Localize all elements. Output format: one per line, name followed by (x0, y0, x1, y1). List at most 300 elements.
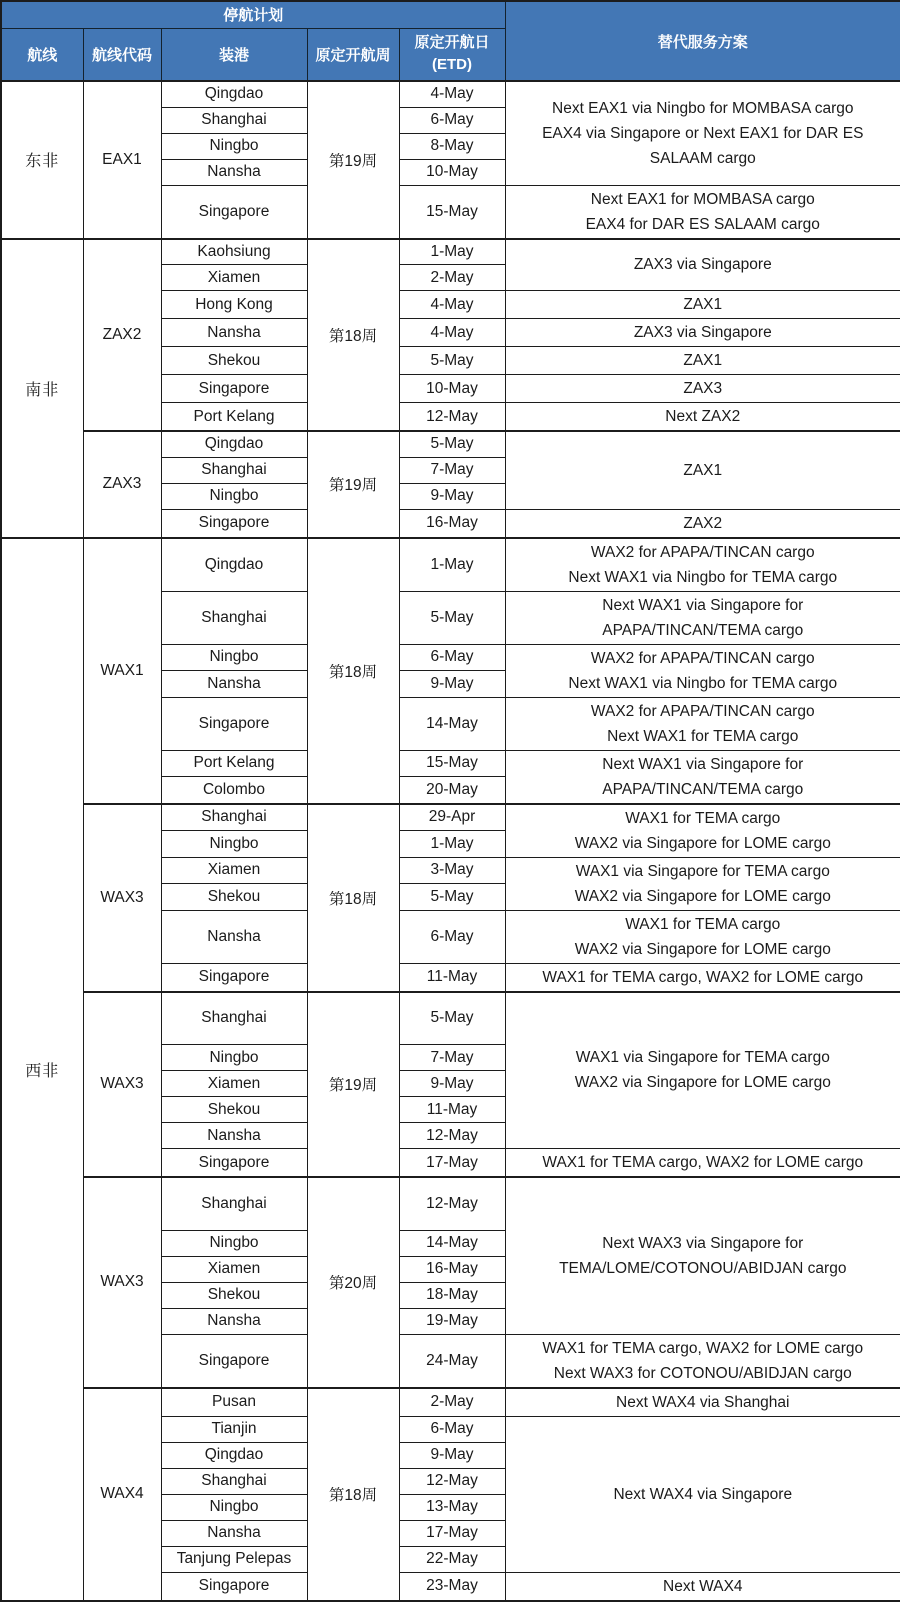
loading-port-cell (161, 884, 307, 911)
alternative-service-cell (505, 291, 900, 319)
loading-port-cell-line: Kaohsiung (197, 242, 271, 260)
sailing-week-cell-line: 第20周 (328, 1275, 378, 1293)
etd-date-cell (399, 375, 505, 403)
etd-date-cell-line: 9-May (430, 487, 474, 504)
loading-port-cell-line: Nansha (207, 323, 261, 341)
etd-date-cell-line: 8-May (430, 137, 474, 154)
etd-date-cell-line: 29-Apr (428, 808, 476, 826)
alternative-service-cell-line: APAPA/TINCAN/TEMA cargo (602, 780, 804, 798)
sailing-week-cell-line: 第18周 (328, 327, 378, 345)
loading-port-cell-line: Singapore (198, 714, 270, 732)
etd-date-cell (399, 777, 505, 804)
etd-date-cell (399, 265, 505, 291)
etd-date-cell-line: 6-May (430, 1420, 474, 1437)
etd-date-cell-line: 12-May (426, 1194, 478, 1212)
loading-port-cell-line: Port Kelang (193, 754, 275, 772)
loading-port-cell (161, 319, 307, 347)
etd-date-cell-line: 17-May (426, 1524, 478, 1541)
loading-port-cell (161, 1416, 307, 1442)
etd-date-cell-line: 9-May (430, 674, 474, 692)
etd-date-cell (399, 1494, 505, 1520)
sailing-week-cell (307, 239, 399, 432)
alternative-service-cell-line: WAX2 for APAPA/TINCAN cargo (590, 649, 815, 667)
etd-date-cell (399, 1334, 505, 1388)
loading-port-cell-line: Tanjung Pelepas (176, 1550, 292, 1567)
etd-date-cell (399, 457, 505, 483)
sailing-week-cell (307, 538, 399, 804)
alternative-service-cell (505, 509, 900, 538)
alternative-service-cell-line: ZAX1 (683, 352, 723, 369)
alternative-service-cell-line: WAX2 for APAPA/TINCAN cargo (590, 702, 815, 720)
header-alt-service-title: 替代服务方案 (505, 1, 900, 81)
table-row (1, 992, 900, 1045)
sailing-week-cell (307, 804, 399, 992)
route-code-cell (83, 1388, 161, 1601)
etd-date-cell-line: 6-May (430, 927, 474, 945)
header-original-etd (399, 28, 505, 81)
loading-port-cell-line: Shekou (207, 1100, 261, 1118)
alternative-service-cell-line: Next WAX1 via Ningbo for TEMA cargo (568, 674, 838, 692)
etd-date-cell-line: 20-May (426, 780, 478, 798)
loading-port-cell-line: Shekou (207, 351, 261, 369)
loading-port-cell-line: Shanghai (201, 1472, 267, 1489)
etd-date-cell-line: 6-May (430, 111, 474, 128)
route-code-cell (83, 81, 161, 239)
etd-date-cell (399, 1045, 505, 1071)
loading-port-cell-line: Shekou (207, 887, 261, 905)
loading-port-cell-line: Ningbo (209, 137, 259, 154)
loading-port-cell-line: Nansha (207, 674, 261, 692)
loading-port-cell-line: Ningbo (209, 1498, 259, 1515)
etd-date-cell (399, 1230, 505, 1256)
alternative-service-cell-line: Next EAX1 via Ningbo for MOMBASA cargo (552, 99, 854, 117)
alternative-service-cell (505, 750, 900, 804)
alternative-service-cell-line: TEMA/LOME/COTONOU/ABIDJAN cargo (559, 1259, 847, 1277)
alternative-service-cell-line: Next EAX1 for MOMBASA cargo (590, 190, 815, 208)
route-code-cell (83, 239, 161, 432)
alternative-service-cell (505, 81, 900, 185)
alternative-service-cell-line: WAX1 via Singapore for TEMA cargo (575, 1049, 830, 1067)
loading-port-cell (161, 1177, 307, 1230)
loading-port-cell-line: Hong Kong (195, 295, 273, 313)
alternative-service-cell-line: WAX1 for TEMA cargo, WAX2 for LOME cargo (542, 1154, 864, 1171)
loading-port-cell-line: Singapore (198, 379, 270, 397)
etd-date-cell (399, 81, 505, 107)
route-code-cell-line: EAX1 (102, 150, 142, 168)
etd-date-cell-line: 1-May (430, 834, 474, 852)
loading-port-cell-line: Xiamen (207, 1260, 261, 1277)
etd-date-cell-line: 1-May (430, 242, 474, 260)
etd-date-cell-line: 14-May (426, 714, 478, 732)
header-plan-title: 停航计划 (1, 1, 505, 28)
etd-date-cell (399, 319, 505, 347)
loading-port-cell (161, 777, 307, 804)
loading-port-cell-line: Qingdao (204, 555, 264, 573)
etd-date-cell (399, 239, 505, 265)
etd-date-cell-line: 24-May (426, 1351, 478, 1369)
loading-port-cell (161, 671, 307, 698)
etd-date-cell-line: 4-May (430, 295, 474, 313)
sailing-week-cell-line: 第18周 (328, 663, 378, 681)
etd-date-cell-line: 9-May (430, 1446, 474, 1463)
loading-port-cell (161, 591, 307, 644)
etd-date-cell (399, 291, 505, 319)
etd-date-cell (399, 347, 505, 375)
loading-port-cell-line: Ningbo (209, 834, 259, 852)
loading-port-cell-line: Shanghai (201, 608, 267, 626)
etd-date-cell (399, 804, 505, 831)
loading-port-cell (161, 1468, 307, 1494)
loading-port-cell (161, 1123, 307, 1149)
etd-date-cell (399, 963, 505, 992)
etd-date-cell-line: 7-May (430, 1048, 474, 1066)
etd-date-cell (399, 509, 505, 538)
alternative-service-cell-line: WAX2 for APAPA/TINCAN cargo (590, 543, 815, 561)
etd-date-cell (399, 431, 505, 457)
etd-date-cell-line: 7-May (430, 461, 474, 478)
route-code-cell-line: WAX3 (100, 1273, 144, 1291)
alternative-service-cell (505, 910, 900, 963)
region-cell-line: 西非 (25, 1062, 60, 1080)
loading-port-cell (161, 159, 307, 185)
alternative-service-cell (505, 1149, 900, 1178)
loading-port-cell (161, 1097, 307, 1123)
loading-port-cell (161, 1388, 307, 1417)
sailing-week-cell (307, 431, 399, 538)
alternative-service-cell (505, 1572, 900, 1601)
route-code-cell (83, 992, 161, 1178)
etd-date-cell (399, 1572, 505, 1601)
etd-date-cell-line: 15-May (426, 754, 478, 772)
etd-date-cell (399, 1177, 505, 1230)
etd-date-cell (399, 1388, 505, 1417)
alternative-service-cell (505, 857, 900, 910)
alternative-service-cell-line: APAPA/TINCAN/TEMA cargo (602, 621, 804, 639)
loading-port-cell-line: Port Kelang (193, 407, 275, 425)
etd-date-cell (399, 910, 505, 963)
table-row (1, 1177, 900, 1230)
region-cell-line: 东非 (25, 153, 60, 171)
loading-port-cell-line: Shekou (207, 1286, 261, 1303)
sailing-week-cell (307, 81, 399, 239)
alternative-service-cell-line: WAX2 via Singapore for LOME cargo (574, 834, 831, 852)
loading-port-cell-line: Xiamen (207, 861, 261, 879)
loading-port-cell (161, 1572, 307, 1601)
etd-date-cell (399, 1123, 505, 1149)
loading-port-cell (161, 375, 307, 403)
alternative-service-cell-line: Next WAX4 via Singapore (613, 1485, 793, 1503)
table-row (1, 538, 900, 592)
etd-date-cell-line: 2-May (430, 1393, 474, 1410)
etd-date-cell (399, 1416, 505, 1442)
alternative-service-cell-line: ZAX2 (683, 514, 723, 532)
etd-date-cell-line: 1-May (430, 555, 474, 573)
loading-port-cell (161, 963, 307, 992)
loading-port-cell (161, 538, 307, 592)
loading-port-cell-line: Qingdao (204, 85, 264, 103)
alternative-service-cell-line: ZAX3 (683, 380, 723, 397)
loading-port-cell-line: Xiamen (207, 1074, 261, 1092)
sailing-week-cell-line: 第19周 (328, 1077, 378, 1095)
alternative-service-cell (505, 1334, 900, 1388)
alternative-service-cell-line: EAX4 for DAR ES SALAAM cargo (585, 215, 820, 233)
loading-port-cell (161, 1546, 307, 1572)
route-code-cell-line: ZAX2 (102, 325, 142, 343)
sailing-week-cell (307, 1388, 399, 1601)
route-code-cell (83, 431, 161, 538)
alternative-service-cell (505, 804, 900, 858)
etd-date-cell (399, 538, 505, 592)
loading-port-cell (161, 830, 307, 857)
loading-port-cell-line: Qingdao (204, 435, 264, 453)
route-code-cell-line: WAX1 (100, 661, 144, 679)
alternative-service-cell-line: WAX1 for TEMA cargo (625, 809, 781, 827)
etd-date-cell (399, 830, 505, 857)
table-row (1, 239, 900, 265)
etd-date-cell-line: 22-May (426, 1550, 478, 1567)
alternative-service-cell (505, 992, 900, 1149)
header-original-week: 原定开航周 (307, 28, 399, 81)
etd-date-cell-line: 18-May (426, 1286, 478, 1303)
etd-date-cell (399, 403, 505, 432)
etd-date-cell-line: 14-May (426, 1234, 478, 1251)
loading-port-cell (161, 804, 307, 831)
etd-date-cell-line: 15-May (426, 202, 478, 220)
etd-date-cell (399, 884, 505, 911)
alternative-service-cell-line: WAX1 via Singapore for TEMA cargo (575, 862, 830, 880)
alternative-service-cell-line: WAX1 for TEMA cargo, WAX2 for LOME cargo (542, 1339, 864, 1357)
loading-port-cell-line: Nansha (207, 163, 261, 180)
loading-port-cell (161, 81, 307, 107)
region-cell (1, 239, 83, 538)
etd-date-cell (399, 992, 505, 1045)
loading-port-cell-line: Shanghai (201, 1009, 267, 1027)
alternative-service-cell (505, 185, 900, 239)
etd-date-cell-line: 19-May (426, 1312, 478, 1329)
loading-port-cell-line: Singapore (198, 202, 270, 220)
region-cell (1, 81, 83, 239)
alternative-service-cell-line: WAX2 via Singapore for LOME cargo (574, 887, 831, 905)
etd-date-cell (399, 857, 505, 884)
etd-date-cell-line: 17-May (426, 1153, 478, 1171)
alternative-service-cell-line: Next WAX4 via Shanghai (616, 1393, 790, 1411)
loading-port-cell-line: Shanghai (201, 1194, 267, 1212)
alternative-service-cell-line: WAX1 for TEMA cargo (625, 915, 781, 933)
loading-port-cell-line: Nansha (207, 1524, 261, 1541)
loading-port-cell (161, 1071, 307, 1097)
loading-port-cell-line: Pusan (212, 1393, 256, 1410)
etd-date-cell-line: 5-May (430, 887, 474, 905)
etd-date-cell-line: 11-May (426, 1100, 478, 1118)
etd-date-cell (399, 591, 505, 644)
loading-port-cell (161, 1308, 307, 1334)
loading-port-cell (161, 1520, 307, 1546)
loading-port-cell (161, 857, 307, 884)
alternative-service-cell (505, 963, 900, 992)
etd-date-cell (399, 483, 505, 509)
table-row (1, 431, 900, 457)
route-code-cell (83, 1177, 161, 1388)
etd-date-cell (399, 1097, 505, 1123)
alternative-service-cell-line: Next WAX1 via Ningbo for TEMA cargo (568, 568, 838, 586)
alternative-service-cell-line: Next WAX1 via Singapore for (602, 755, 804, 773)
etd-date-cell (399, 671, 505, 698)
etd-date-cell (399, 1282, 505, 1308)
etd-date-cell (399, 1149, 505, 1178)
alternative-service-cell-line: WAX1 for TEMA cargo, WAX2 for LOME cargo (542, 968, 864, 986)
loading-port-cell (161, 992, 307, 1045)
region-cell (1, 538, 83, 1601)
loading-port-cell (161, 403, 307, 432)
region-cell-line: 南非 (25, 381, 60, 399)
loading-port-cell-line: Shanghai (201, 808, 267, 826)
table-row (1, 81, 900, 107)
loading-port-cell-line: Ningbo (209, 648, 259, 666)
table-row (1, 804, 900, 831)
loading-port-cell-line: Singapore (198, 514, 270, 531)
loading-port-cell (161, 697, 307, 750)
loading-port-cell (161, 431, 307, 457)
etd-date-cell (399, 1546, 505, 1572)
loading-port-cell-line: Singapore (198, 1351, 270, 1369)
route-code-cell (83, 804, 161, 992)
alternative-service-cell-line: Next WAX1 for TEMA cargo (607, 727, 799, 745)
loading-port-cell-line: Shanghai (201, 461, 267, 478)
loading-port-cell (161, 1494, 307, 1520)
alternative-service-cell-line: ZAX1 (683, 461, 723, 479)
etd-date-cell (399, 133, 505, 159)
header-route-code: 航线代码 (83, 28, 161, 81)
loading-port-cell-line: Singapore (198, 968, 270, 985)
header-etd-line1: 原定开航日 (414, 34, 490, 52)
etd-date-cell-line: 13-May (426, 1498, 478, 1515)
route-code-cell-line: WAX4 (100, 1485, 144, 1502)
alternative-service-cell (505, 697, 900, 750)
alternative-service-cell-line: ZAX3 via Singapore (633, 256, 772, 274)
alternative-service-cell-line: Next WAX3 via Singapore for (602, 1234, 804, 1252)
loading-port-cell-line: Singapore (198, 1153, 270, 1171)
loading-port-cell (161, 1045, 307, 1071)
alternative-service-cell (505, 403, 900, 432)
etd-date-cell-line: 16-May (426, 1260, 478, 1277)
etd-date-cell-line: 5-May (430, 351, 474, 369)
table-body (1, 81, 900, 1601)
loading-port-cell-line: Nansha (207, 927, 261, 945)
etd-date-cell (399, 1071, 505, 1097)
loading-port-cell (161, 347, 307, 375)
alternative-service-cell-line: Next WAX1 via Singapore for (602, 596, 804, 614)
etd-date-cell-line: 9-May (430, 1074, 474, 1092)
alternative-service-cell-line: Next WAX3 for COTONOU/ABIDJAN cargo (553, 1364, 852, 1382)
loading-port-cell-line: Nansha (207, 1126, 261, 1144)
sailing-week-cell-line: 第19周 (328, 152, 378, 170)
table-header (1, 1, 900, 81)
etd-date-cell-line: 12-May (426, 1126, 478, 1144)
etd-date-cell-line: 4-May (430, 323, 474, 341)
loading-port-cell-line: Shanghai (201, 111, 267, 128)
loading-port-cell (161, 265, 307, 291)
etd-date-cell-line: 2-May (430, 268, 474, 286)
loading-port-cell (161, 1282, 307, 1308)
etd-date-cell-line: 12-May (426, 1472, 478, 1489)
etd-date-cell (399, 1442, 505, 1468)
route-code-cell-line: WAX3 (100, 1075, 144, 1093)
loading-port-cell (161, 457, 307, 483)
loading-port-cell (161, 185, 307, 239)
alternative-service-cell (505, 1177, 900, 1334)
etd-date-cell-line: 4-May (430, 85, 474, 103)
loading-port-cell (161, 239, 307, 265)
etd-date-cell (399, 1520, 505, 1546)
loading-port-cell-line: Ningbo (209, 487, 259, 504)
sailing-week-cell (307, 992, 399, 1178)
table-row (1, 1388, 900, 1417)
loading-port-cell (161, 1334, 307, 1388)
loading-port-cell (161, 107, 307, 133)
alternative-service-cell-line: ZAX3 via Singapore (633, 324, 772, 341)
loading-port-cell-line: Colombo (202, 780, 266, 798)
loading-port-cell-line: Xiamen (207, 268, 261, 286)
alternative-service-cell (505, 375, 900, 403)
etd-date-cell (399, 1256, 505, 1282)
header-etd-line2: (ETD) (432, 56, 472, 74)
etd-date-cell (399, 1468, 505, 1494)
loading-port-cell-line: Ningbo (209, 1048, 259, 1066)
loading-port-cell (161, 1442, 307, 1468)
loading-port-cell (161, 910, 307, 963)
etd-date-cell-line: 12-May (426, 407, 478, 425)
etd-date-cell-line: 10-May (426, 379, 478, 397)
alternative-service-cell (505, 591, 900, 644)
loading-port-cell (161, 1256, 307, 1282)
loading-port-cell (161, 133, 307, 159)
loading-port-cell (161, 291, 307, 319)
header-loading-port: 装港 (161, 28, 307, 81)
sailing-week-cell-line: 第19周 (328, 477, 378, 495)
etd-date-cell-line: 5-May (430, 608, 474, 626)
route-code-cell-line: ZAX3 (102, 475, 142, 493)
loading-port-cell (161, 1230, 307, 1256)
etd-date-cell (399, 107, 505, 133)
etd-date-cell-line: 16-May (426, 514, 478, 531)
alternative-service-cell (505, 431, 900, 509)
etd-date-cell-line: 11-May (426, 968, 478, 985)
etd-date-cell-line: 5-May (430, 1009, 474, 1027)
etd-date-cell (399, 159, 505, 185)
alternative-service-cell (505, 538, 900, 592)
etd-date-cell (399, 750, 505, 777)
loading-port-cell (161, 750, 307, 777)
alternative-service-cell-line: WAX2 via Singapore for LOME cargo (574, 940, 831, 958)
loading-port-cell-line: Nansha (207, 1312, 261, 1329)
alternative-service-cell (505, 644, 900, 697)
etd-date-cell (399, 697, 505, 750)
header-route: 航线 (1, 28, 83, 81)
route-code-cell (83, 538, 161, 804)
alternative-service-cell (505, 1388, 900, 1417)
loading-port-cell-line: Tianjin (211, 1420, 257, 1437)
etd-date-cell-line: 23-May (426, 1577, 478, 1594)
route-code-cell-line: WAX3 (100, 888, 144, 906)
etd-date-cell-line: 10-May (426, 163, 478, 180)
alternative-service-cell (505, 347, 900, 375)
alternative-service-cell-line: WAX2 via Singapore for LOME cargo (574, 1074, 831, 1092)
etd-date-cell-line: 5-May (430, 435, 474, 453)
sailing-week-cell (307, 1177, 399, 1388)
loading-port-cell (161, 644, 307, 671)
loading-port-cell-line: Ningbo (209, 1234, 259, 1251)
etd-date-cell (399, 185, 505, 239)
